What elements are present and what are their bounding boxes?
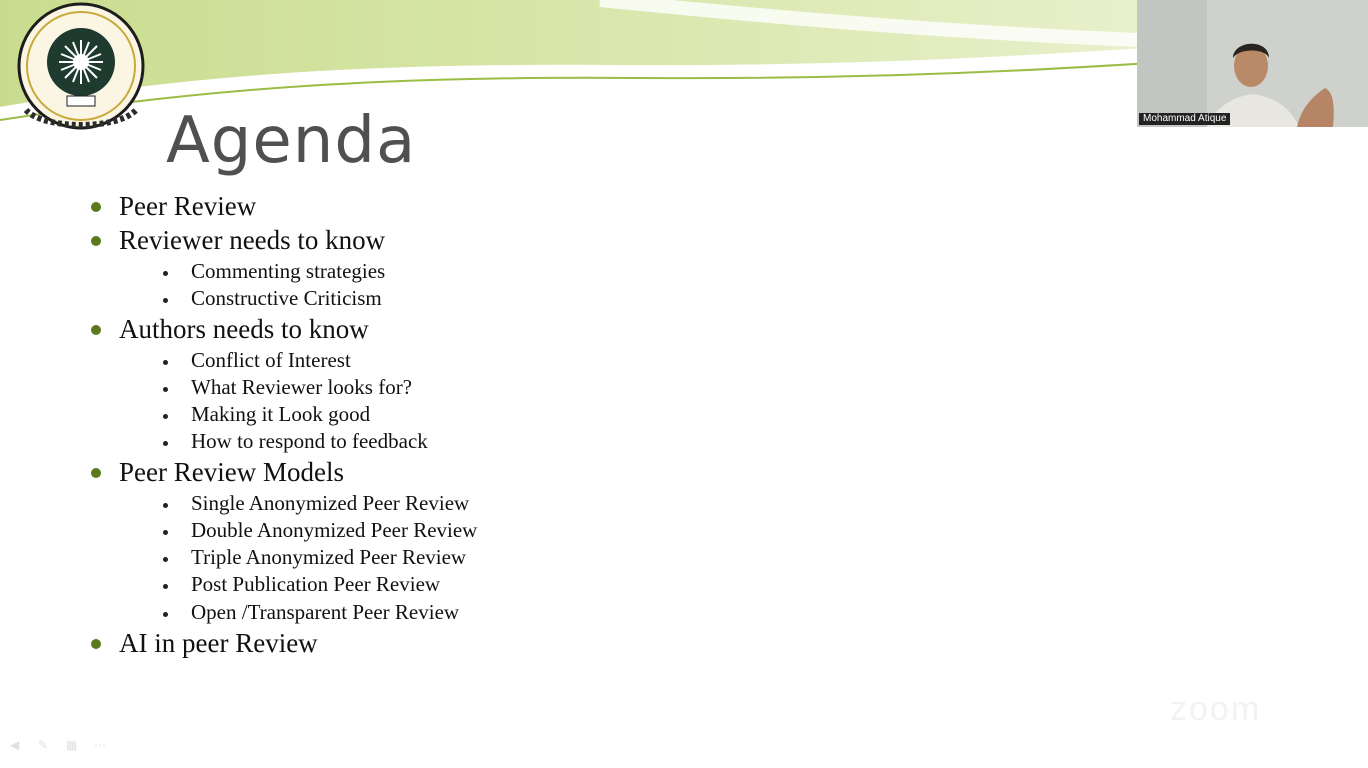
sub-bullet-icon — [163, 557, 168, 562]
agenda-item: Authors needs to know — [119, 314, 369, 344]
sub-bullet-icon — [163, 584, 168, 589]
sub-bullet-icon — [163, 441, 168, 446]
back-arrow-icon[interactable]: ◀ — [10, 738, 20, 752]
slides-grid-icon[interactable]: ▦ — [66, 738, 78, 752]
sub-bullet-icon — [163, 360, 168, 365]
agenda-subitem: Conflict of Interest — [191, 348, 351, 372]
sub-bullet-icon — [163, 414, 168, 419]
agenda-subitem: Open /Transparent Peer Review — [191, 600, 460, 624]
agenda-subitem: Single Anonymized Peer Review — [191, 491, 470, 515]
slide-title: Agenda — [166, 104, 417, 178]
sub-bullet-icon — [163, 503, 168, 508]
slide-toolbar — [10, 738, 112, 752]
participant-name-label: Mohammad Atique — [1139, 113, 1230, 125]
agenda-subitem: Making it Look good — [191, 402, 371, 426]
agenda-subitem: Commenting strategies — [191, 259, 386, 283]
pen-icon[interactable]: ✎ — [38, 738, 49, 752]
participant-video-tile[interactable] — [1137, 0, 1368, 127]
bullet-icon — [91, 202, 101, 212]
agenda-item: Peer Review Models — [119, 457, 344, 487]
agenda-item: Reviewer needs to know — [119, 225, 386, 255]
agenda-item: Peer Review — [119, 191, 257, 221]
university-logo — [4, 0, 158, 136]
bullet-icon — [91, 236, 101, 246]
sub-bullet-icon — [163, 612, 168, 617]
zoom-watermark: zoom — [1170, 690, 1262, 728]
agenda-subitem: How to respond to feedback — [191, 429, 428, 453]
bullet-icon — [91, 325, 101, 335]
sub-bullet-icon — [163, 271, 168, 276]
bullet-icon — [91, 468, 101, 478]
agenda-item: AI in peer Review — [119, 628, 318, 658]
participant-video-feed — [1137, 0, 1368, 127]
agenda-subitem: Triple Anonymized Peer Review — [191, 545, 467, 569]
sub-bullet-icon — [163, 387, 168, 392]
bullet-icon — [91, 639, 101, 649]
agenda-subitem: What Reviewer looks for? — [191, 375, 413, 399]
agenda-subitem: Double Anonymized Peer Review — [191, 518, 478, 542]
agenda-subitem: Constructive Criticism — [191, 286, 382, 310]
sub-bullet-icon — [163, 530, 168, 535]
agenda-subitem: Post Publication Peer Review — [191, 572, 441, 596]
sub-bullet-icon — [163, 298, 168, 303]
more-options-icon[interactable]: ⋯ — [94, 738, 106, 752]
